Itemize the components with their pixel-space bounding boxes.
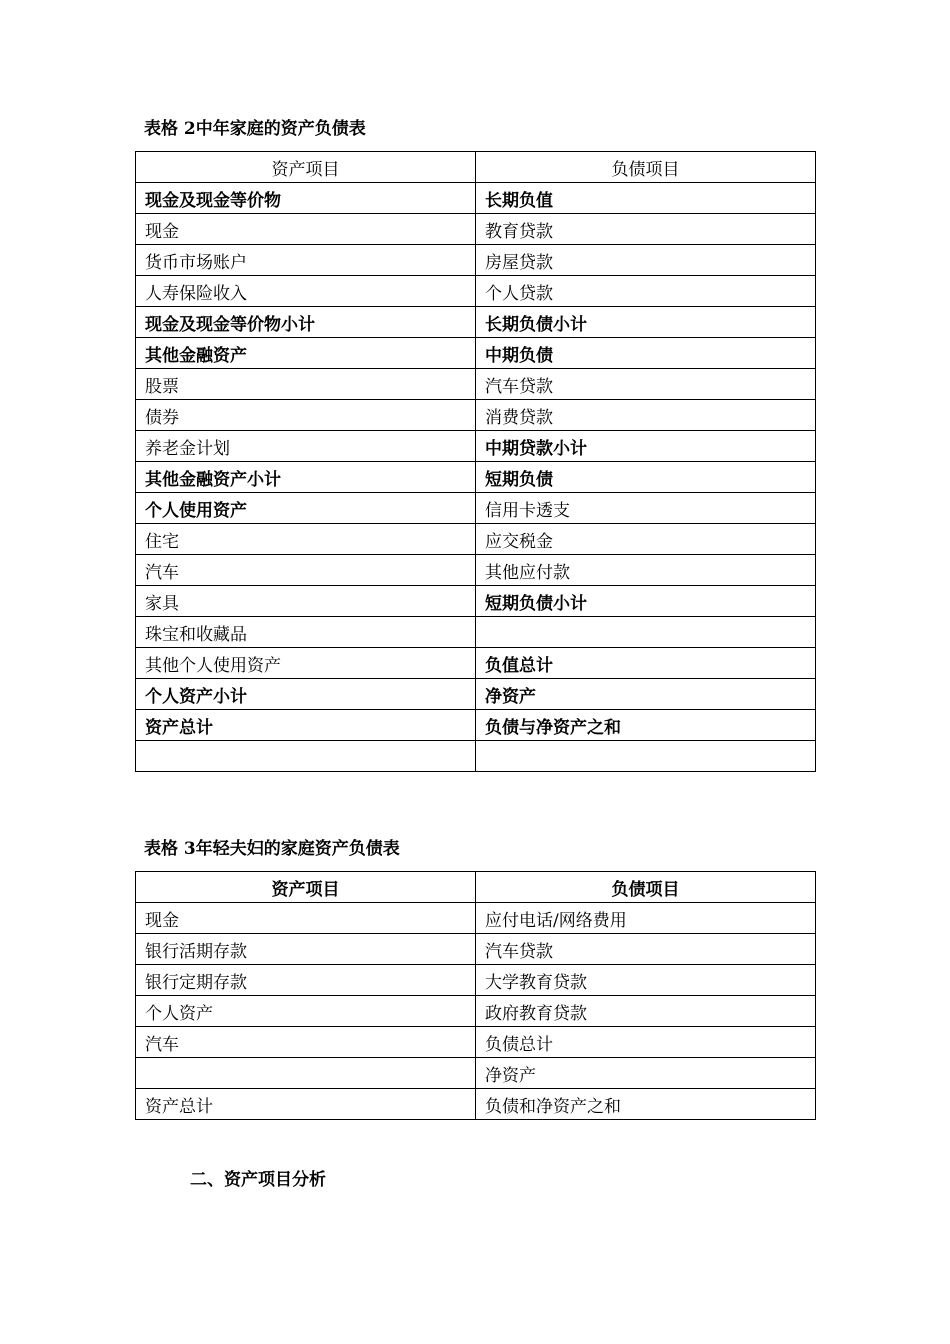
asset-cell: 人寿保险收入 bbox=[136, 276, 476, 307]
liability-cell: 个人贷款 bbox=[476, 276, 816, 307]
liability-cell bbox=[476, 617, 816, 648]
table-row bbox=[136, 369, 816, 400]
asset-cell: 个人资产 bbox=[136, 996, 476, 1027]
liability-cell: 应付电话/网络费用 bbox=[476, 903, 816, 934]
asset-cell: 现金及现金等价物 bbox=[136, 183, 476, 214]
liability-cell: 负债总计 bbox=[476, 1027, 816, 1058]
assets-column-header: 资产项目 bbox=[136, 872, 476, 903]
liability-cell: 长期负债小计 bbox=[476, 307, 816, 338]
table-header-row bbox=[136, 152, 816, 183]
table-row bbox=[136, 462, 816, 493]
liability-cell: 消费贷款 bbox=[476, 400, 816, 431]
asset-cell: 个人资产小计 bbox=[136, 679, 476, 710]
table-row bbox=[136, 245, 816, 276]
table-row bbox=[136, 1089, 816, 1120]
asset-cell bbox=[136, 1058, 476, 1089]
table-row bbox=[136, 183, 816, 214]
asset-cell: 现金及现金等价物小计 bbox=[136, 307, 476, 338]
asset-cell: 其他个人使用资产 bbox=[136, 648, 476, 679]
asset-cell: 汽车 bbox=[136, 555, 476, 586]
table-row bbox=[136, 648, 816, 679]
asset-cell: 养老金计划 bbox=[136, 431, 476, 462]
table-row bbox=[136, 214, 816, 245]
table-row bbox=[136, 307, 816, 338]
liability-cell: 短期负债小计 bbox=[476, 586, 816, 617]
liability-cell: 房屋贷款 bbox=[476, 245, 816, 276]
asset-cell: 其他金融资产小计 bbox=[136, 462, 476, 493]
liability-cell: 负值总计 bbox=[476, 648, 816, 679]
table-row bbox=[136, 400, 816, 431]
liability-cell: 政府教育贷款 bbox=[476, 996, 816, 1027]
table-row bbox=[136, 1058, 816, 1089]
asset-cell: 银行定期存款 bbox=[136, 965, 476, 996]
table-row bbox=[136, 996, 816, 1027]
liability-cell: 净资产 bbox=[476, 1058, 816, 1089]
table-row bbox=[136, 934, 816, 965]
table-2-caption: 表格 2中年家庭的资产负债表 bbox=[144, 119, 366, 139]
table-row bbox=[136, 338, 816, 369]
liability-cell: 汽车贷款 bbox=[476, 369, 816, 400]
liability-cell: 大学教育贷款 bbox=[476, 965, 816, 996]
liability-cell: 负债与净资产之和 bbox=[476, 710, 816, 741]
table-row bbox=[136, 586, 816, 617]
asset-cell: 现金 bbox=[136, 903, 476, 934]
table-row bbox=[136, 1027, 816, 1058]
table-row bbox=[136, 679, 816, 710]
asset-cell: 个人使用资产 bbox=[136, 493, 476, 524]
middle-aged-family-balance-sheet bbox=[135, 151, 816, 772]
asset-cell bbox=[136, 741, 476, 772]
liability-cell: 中期贷款小计 bbox=[476, 431, 816, 462]
asset-cell: 家具 bbox=[136, 586, 476, 617]
liabilities-column-header: 负债项目 bbox=[476, 872, 816, 903]
asset-cell: 住宅 bbox=[136, 524, 476, 555]
table-row bbox=[136, 555, 816, 586]
liabilities-column-header: 负债项目 bbox=[476, 152, 816, 183]
liability-cell: 其他应付款 bbox=[476, 555, 816, 586]
table-row bbox=[136, 493, 816, 524]
table-header-row bbox=[136, 872, 816, 903]
liability-cell: 信用卡透支 bbox=[476, 493, 816, 524]
asset-cell: 资产总计 bbox=[136, 710, 476, 741]
liability-cell: 短期负债 bbox=[476, 462, 816, 493]
asset-cell: 现金 bbox=[136, 214, 476, 245]
liability-cell: 长期负值 bbox=[476, 183, 816, 214]
asset-cell: 珠宝和收藏品 bbox=[136, 617, 476, 648]
asset-cell: 货币市场账户 bbox=[136, 245, 476, 276]
liability-cell: 中期负债 bbox=[476, 338, 816, 369]
liability-cell: 汽车贷款 bbox=[476, 934, 816, 965]
table-row bbox=[136, 431, 816, 462]
table-row bbox=[136, 741, 816, 772]
section-heading: 二、资产项目分析 bbox=[190, 1170, 326, 1190]
asset-cell: 银行活期存款 bbox=[136, 934, 476, 965]
liability-cell: 负债和净资产之和 bbox=[476, 1089, 816, 1120]
liability-cell: 教育贷款 bbox=[476, 214, 816, 245]
table-row bbox=[136, 903, 816, 934]
young-couple-balance-sheet bbox=[135, 871, 816, 1120]
asset-cell: 股票 bbox=[136, 369, 476, 400]
table-row bbox=[136, 524, 816, 555]
liability-cell bbox=[476, 741, 816, 772]
liability-cell: 应交税金 bbox=[476, 524, 816, 555]
table-3-caption: 表格 3年轻夫妇的家庭资产负债表 bbox=[144, 839, 400, 859]
table-row bbox=[136, 617, 816, 648]
asset-cell: 债券 bbox=[136, 400, 476, 431]
liability-cell: 净资产 bbox=[476, 679, 816, 710]
asset-cell: 其他金融资产 bbox=[136, 338, 476, 369]
assets-column-header: 资产项目 bbox=[136, 152, 476, 183]
asset-cell: 资产总计 bbox=[136, 1089, 476, 1120]
table-row bbox=[136, 965, 816, 996]
table-row bbox=[136, 710, 816, 741]
asset-cell: 汽车 bbox=[136, 1027, 476, 1058]
table-row bbox=[136, 276, 816, 307]
